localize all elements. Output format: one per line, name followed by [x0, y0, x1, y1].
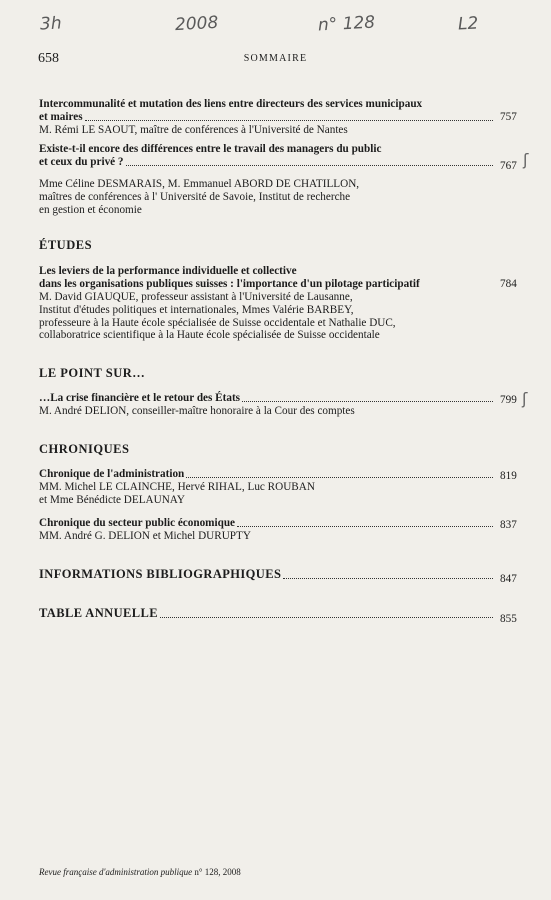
dot-leader [283, 577, 493, 579]
dot-leader [160, 616, 493, 618]
toc-entry [39, 517, 494, 543]
entry-author: M. André DELION, conseiller-maître honoraire à la Cour des comptes [39, 405, 355, 417]
entry-title: Existe-t-il encore des différences entre le travail des managers du public [39, 143, 382, 155]
section-heading-chroniques: CHRONIQUES [39, 442, 130, 456]
toc-entry [39, 468, 494, 507]
entry-title-cont: et maires [39, 111, 83, 123]
entry-page-number: 757 [500, 111, 517, 123]
toc-entry [39, 606, 494, 621]
entry-page-number: 767 [500, 160, 517, 172]
entry-title: Les leviers de la performance individuelle et collective [39, 265, 297, 277]
handwritten-note-right: L2 [457, 13, 479, 35]
entry-author: collaboratrice scientifique à la Haute école spécialisée de Suisse occidentale [39, 329, 380, 342]
entry-author: en gestion et économie [39, 203, 142, 216]
toc-entry [39, 392, 494, 418]
entry-author: et Mme Bénédicte DELAUNAY [39, 493, 185, 506]
dot-leader [237, 525, 493, 527]
entry-title: Intercommunalité et mutation des liens entre directeurs des services municipaux [39, 98, 423, 110]
entry-author: M. Rémi LE SAOUT, maître de conférences à l'Université de Nantes [39, 124, 348, 136]
dot-leader [186, 476, 493, 478]
entry-author: maîtres de conférences à l' Université de Savoie, Institut de recherche [39, 190, 351, 203]
toc-entry [39, 567, 494, 582]
entry-title-cont: dans les organisations publiques suisses : l'importance d'un pilotage participatif [39, 278, 420, 290]
handwritten-note-year: 2008 [174, 12, 219, 36]
entry-page-number: 847 [500, 573, 517, 585]
entry-author: professeure à la Haute école spécialisée de Suisse occidentale et Nathalie DUC, [39, 316, 396, 329]
dot-leader [242, 400, 493, 402]
entry-page-number: 819 [500, 470, 517, 482]
footer [39, 867, 241, 877]
toc-entry [39, 265, 494, 342]
entry-page-number: 784 [500, 278, 517, 290]
entry-title: INFORMATIONS BIBLIOGRAPHIQUES [39, 567, 282, 581]
entry-title-cont: et ceux du privé ? [39, 156, 124, 168]
page-number: 658 [38, 51, 59, 66]
section-heading-point: LE POINT SUR… [39, 366, 146, 380]
handwritten-note-left: 3h [39, 13, 63, 35]
toc-entry [39, 98, 494, 137]
entry-page-number: 799 [500, 394, 517, 406]
entry-author: Mme Céline DESMARAIS, M. Emmanuel ABORD DE CHATILLON, [39, 178, 360, 190]
handwritten-mark: ʃ [523, 150, 529, 169]
entry-author: M. David GIAUQUE, professeur assistant à l'Université de Lausanne, [39, 291, 353, 303]
running-head: SOMMAIRE [243, 53, 308, 64]
toc-entry [39, 143, 494, 216]
entry-title: Chronique de l'administration [39, 468, 185, 480]
entry-title: …La crise financière et le retour des États [39, 392, 241, 404]
dot-leader [126, 164, 493, 166]
entry-page-number: 837 [500, 519, 517, 531]
entry-author: MM. André G. DELION et Michel DURUPTY [39, 530, 251, 542]
section-heading-etudes: ÉTUDES [39, 238, 93, 252]
handwritten-note-number: n° 128 [317, 12, 376, 36]
entry-author: MM. Michel LE CLAINCHE, Hervé RIHAL, Luc ROUBAN [39, 481, 315, 493]
journal-name: Revue française d'administration publique [39, 867, 193, 877]
entry-title: Chronique du secteur public économique [39, 517, 236, 529]
handwritten-mark: ʃ [522, 389, 528, 408]
entry-page-number: 855 [500, 613, 517, 625]
entry-title: TABLE ANNUELLE [39, 606, 158, 620]
entry-author: Institut d'études politiques et internationales, Mmes Valérie BARBEY, [39, 303, 354, 316]
issue-info: n° 128, 2008 [194, 867, 241, 877]
dot-leader [85, 119, 493, 121]
